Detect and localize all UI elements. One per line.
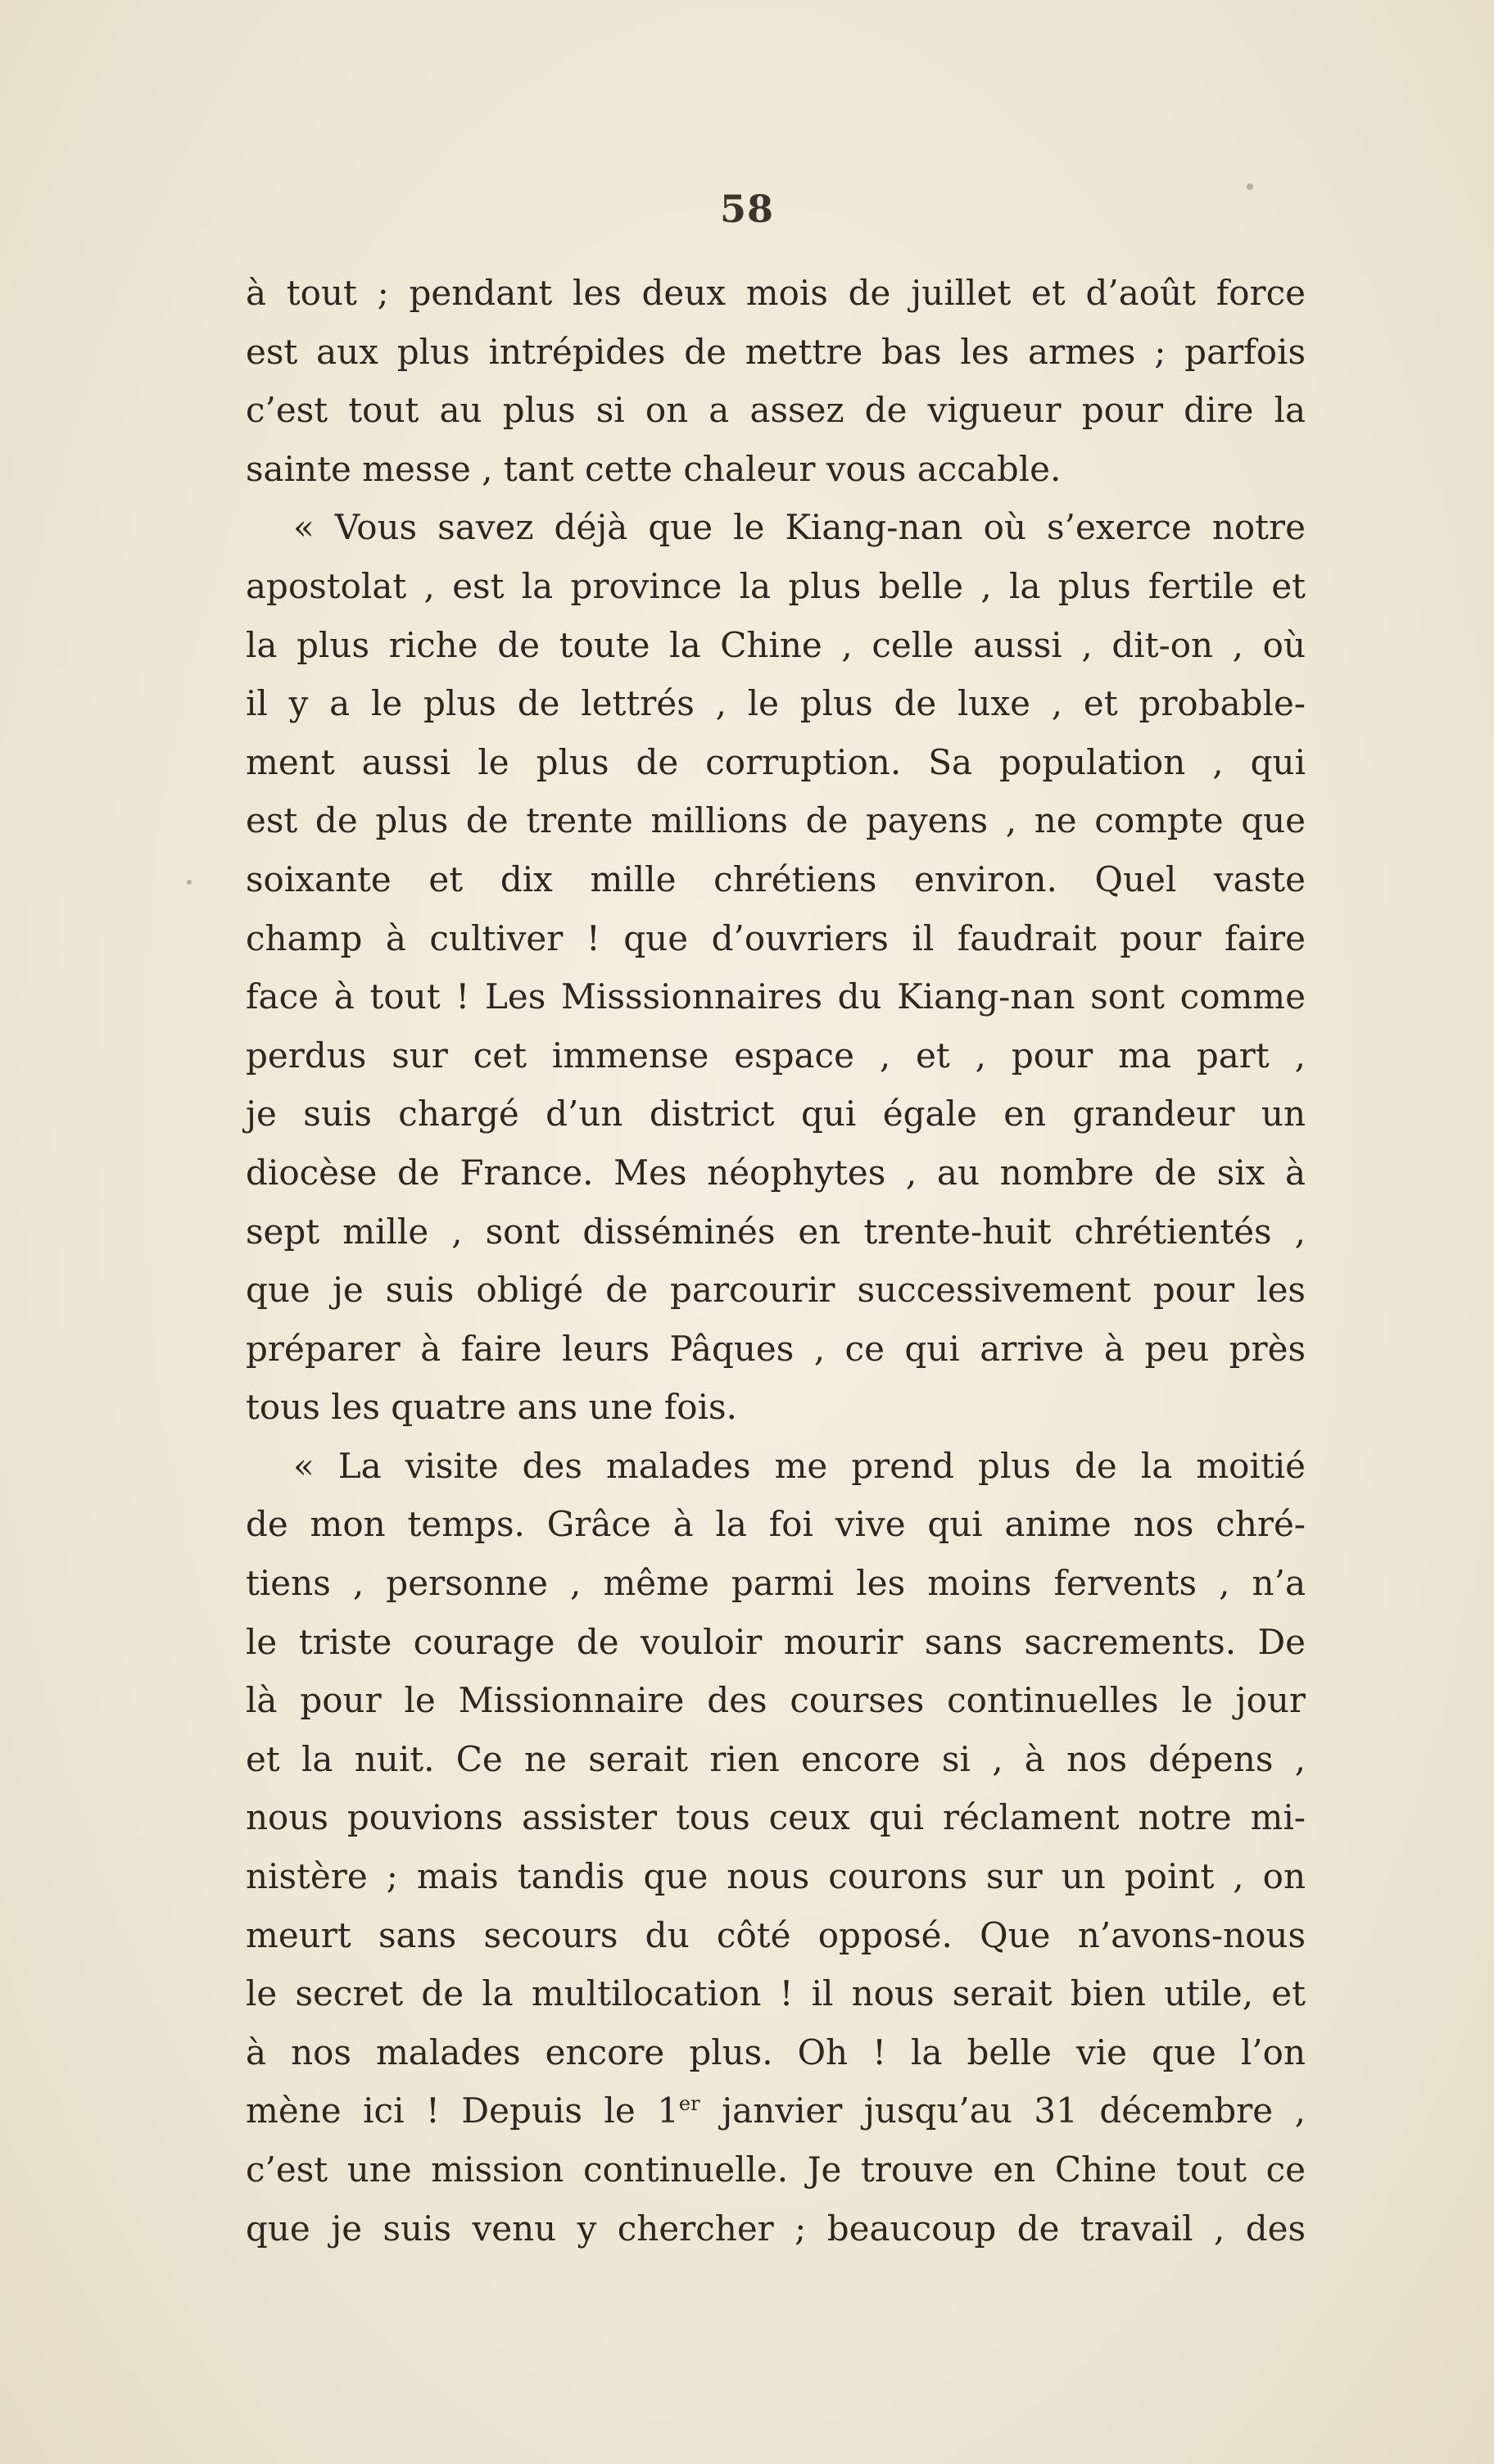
text-line: est de plus de trente millions de payens , ne compte que: [246, 800, 1306, 841]
page-number: 58: [719, 187, 774, 231]
text-line: tiens , personne , même parmi les moins fervents , n’a: [246, 1563, 1306, 1604]
text-line: c’est tout au plus si on a assez de vigueur pour dire la: [246, 390, 1306, 431]
paper-speck: [1247, 183, 1253, 190]
text-line: mène ici ! Depuis le 1er janvier jusqu’au 31 décembre ,: [246, 2090, 1306, 2131]
text-line: meurt sans secours du côté opposé. Que n’avons-nous: [246, 1914, 1306, 1955]
text-line: soixante et dix mille chrétiens environ. Quel vaste: [246, 858, 1306, 899]
text-line: sept mille , sont disséminés en trente-huit chrétientés ,: [246, 1211, 1306, 1252]
text-line: préparer à faire leurs Pâques , ce qui arrive à peu près: [246, 1328, 1306, 1369]
text-line: « La visite des malades me prend plus de la moitié: [293, 1445, 1306, 1486]
text-line: ment aussi le plus de corruption. Sa population , qui: [246, 741, 1306, 782]
text-line: que je suis venu y chercher ; beaucoup de travail , des: [246, 2208, 1306, 2249]
text-line: nous pouvions assister tous ceux qui réclament notre mi-: [246, 1797, 1306, 1838]
text-line: est aux plus intrépides de mettre bas les armes ; parfois: [246, 331, 1306, 372]
text-line: apostolat , est la province la plus belle , la plus fertile et: [246, 565, 1306, 606]
paper-speck: [187, 880, 192, 885]
text-line: et la nuit. Ce ne serait rien encore si , à nos dépens ,: [246, 1738, 1306, 1779]
text-line: diocèse de France. Mes néophytes , au nombre de six à: [246, 1152, 1306, 1193]
text-line: le triste courage de vouloir mourir sans sacrements. De: [246, 1621, 1306, 1662]
text-line: le secret de la multilocation ! il nous serait bien utile, et: [246, 1973, 1306, 2014]
text-line: je suis chargé d’un district qui égale en grandeur un: [246, 1094, 1306, 1135]
text-line: perdus sur cet immense espace , et , pour ma part ,: [246, 1035, 1306, 1076]
text-line: de mon temps. Grâce à la foi vive qui anime nos chré-: [246, 1504, 1306, 1545]
text-line: sainte messe , tant cette chaleur vous accable.: [246, 448, 1062, 489]
text-line: là pour le Missionnaire des courses continuelles le jour: [246, 1680, 1306, 1721]
text-line: c’est une mission continuelle. Je trouve en Chine tout ce: [246, 2149, 1306, 2190]
text-line: à nos malades encore plus. Oh ! la belle vie que l’on: [246, 2031, 1306, 2072]
text-line: il y a le plus de lettrés , le plus de luxe , et probable-: [246, 683, 1306, 724]
text-line: face à tout ! Les Misssionnaires du Kiang-nan sont comme: [246, 976, 1306, 1017]
text-line: à tout ; pendant les deux mois de juillet et d’août force: [246, 273, 1306, 313]
text-line: « Vous savez déjà que le Kiang-nan où s’exerce notre: [293, 507, 1306, 548]
text-line: tous les quatre ans une fois.: [246, 1387, 737, 1428]
text-line: que je suis obligé de parcourir successivement pour les: [246, 1270, 1306, 1311]
text-line: nistère ; mais tandis que nous courons sur un point , on: [246, 1856, 1306, 1897]
text-line: la plus riche de toute la Chine , celle aussi , dit-on , où: [246, 624, 1306, 665]
body-text: [246, 264, 1306, 2258]
text-line: champ à cultiver ! que d’ouvriers il faudrait pour faire: [246, 917, 1306, 958]
